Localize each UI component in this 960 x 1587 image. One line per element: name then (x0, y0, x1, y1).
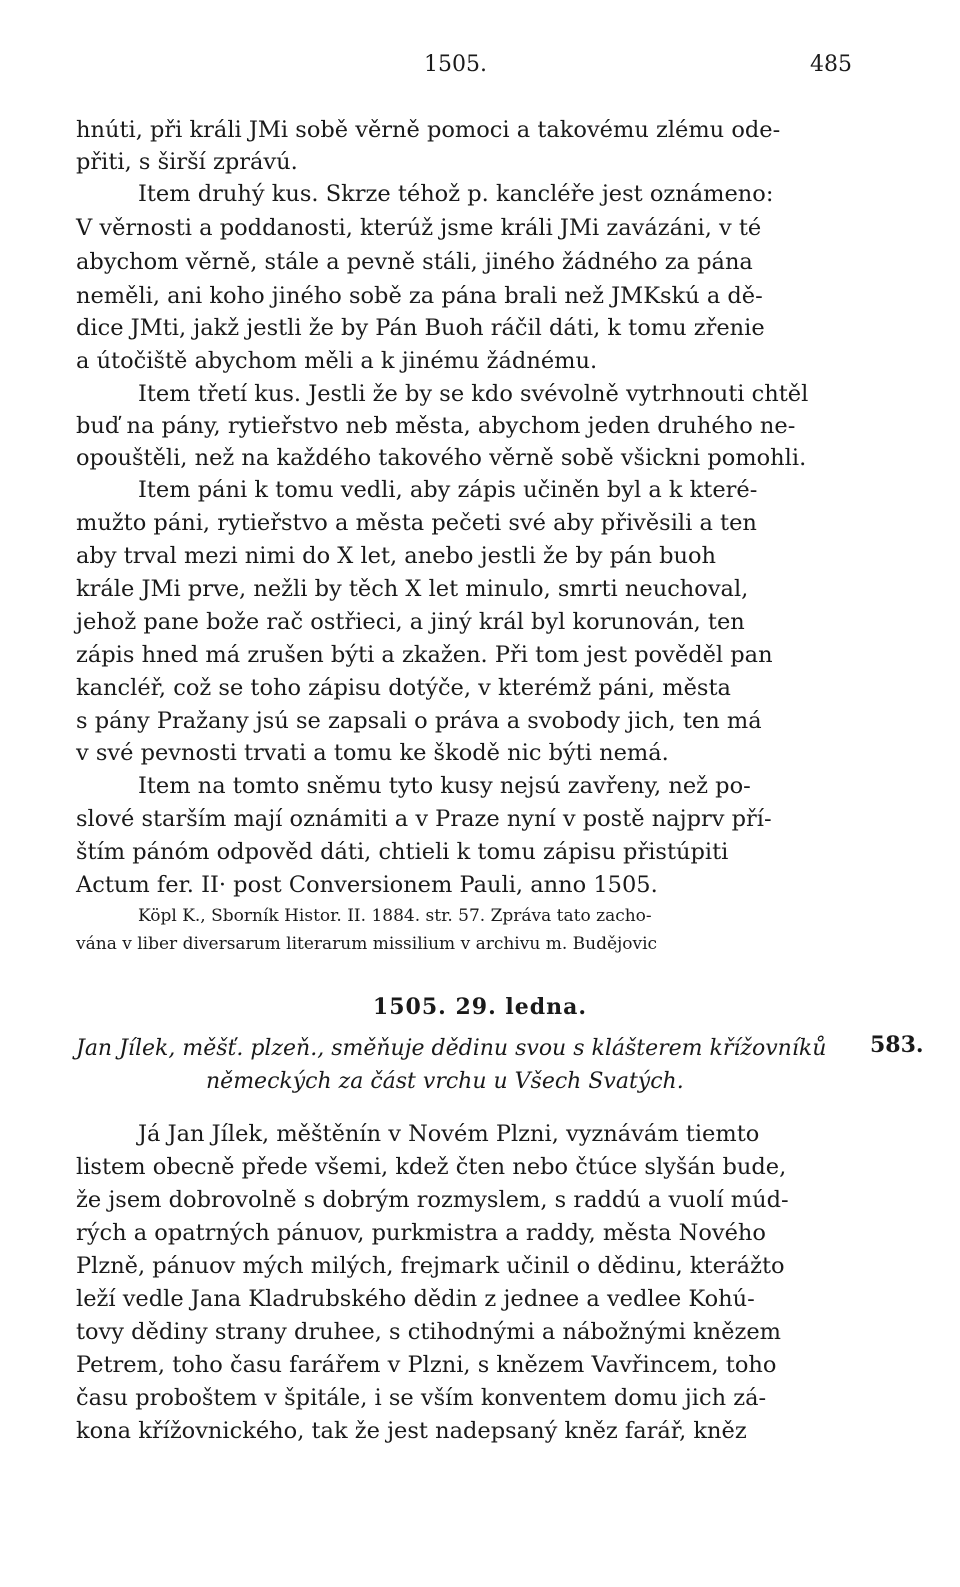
text-line: V věrnosti a poddanosti, kterúž jsme králi JMi zavázáni, v té (76, 215, 762, 241)
text-line: krále JMi prve, nežli by těch X let minulo, smrti neuchoval, (76, 576, 749, 602)
source-note-line: vána v liber diversarum literarum missilium v archivu m. Budějovic (76, 934, 658, 954)
text-line: a útočiště abychom měli a k jinému žádnému. (76, 348, 598, 374)
document-date-heading: 1505. 29. ledna. (372, 994, 588, 1020)
text-line: kancléř, což se toho zápisu dotýče, v kterémž páni, města (76, 675, 731, 701)
text-line: přiti, s širší zprávú. (76, 149, 298, 175)
text-line: Item na tomto sněmu tyto kusy nejsú zavřeny, než po- (138, 773, 751, 799)
page-number: 485 (810, 52, 852, 77)
text-line: zápis hned má zrušen býti a zkažen. Při tom jest pověděl pan (76, 642, 773, 668)
text-line: dice JMti, jakž jestli že by Pán Buoh ráčil dáti, k tomu zřenie (76, 315, 765, 341)
document-text-line: Já Jan Jílek, měštěnín v Novém Plzni, vyznávám tiemto (138, 1121, 760, 1147)
text-line: Actum fer. II· post Conversionem Pauli, anno 1505. (76, 872, 658, 898)
document-text-line: Plzně, pánuov mých milých, frejmark učinil o dědinu, kterážto (76, 1253, 785, 1279)
text-line: aby trval mezi nimi do X let, anebo jestli že by pán buoh (76, 543, 717, 569)
text-line: Item páni k tomu vedli, aby zápis učiněn byl a k které- (138, 477, 758, 503)
document-text-line: leží vedle Jana Kladrubského dědin z jednee a vedlee Kohú- (76, 1286, 755, 1312)
document-number: 583. (870, 1032, 924, 1058)
document-text-line: rých a opatrných pánuov, purkmistra a raddy, města Nového (76, 1220, 766, 1246)
text-line: jehož pane bože rač ostřieci, a jiný král byl korunován, ten (76, 609, 745, 635)
text-line: Item třetí kus. Jestli že by se kdo svévolně vytrhnouti chtěl (138, 381, 809, 407)
document-text-line: že jsem dobrovolně s dobrým rozmyslem, s raddú a vuolí múd- (76, 1187, 789, 1213)
document-text-line: Petrem, toho času farářem v Plzni, s knězem Vavřincem, toho (76, 1352, 777, 1378)
text-line: Item druhý kus. Skrze téhož p. kancléře jest oznámeno: (138, 181, 774, 207)
text-line: abychom věrně, stále a pevně stáli, jiného žádného za pána (76, 249, 753, 275)
text-line: v své pevnosti trvati a tomu ke škodě nic býti nemá. (76, 740, 669, 766)
regest-line: německých za část vrchu u Všech Svatých. (206, 1069, 684, 1094)
text-line: buď na pány, rytieřstvo neb města, abychom jeden druhého ne- (76, 413, 796, 439)
document-text-line: kona křížovnického, tak že jest nadepsaný kněz farář, kněz (76, 1418, 747, 1444)
document-text-line: listem obecně přede všemi, kdež čten nebo čtúce slyšán bude, (76, 1154, 787, 1180)
text-line: štím pánóm odpověd dáti, chtieli k tomu zápisu přistúpiti (76, 839, 729, 865)
text-line: hnúti, při králi JMi sobě věrně pomoci a takovému zlému ode- (76, 117, 781, 143)
document-text-line: času proboštem v špitále, i se vším konventem domu jich zá- (76, 1385, 767, 1411)
text-line: slové starším mají oznámiti a v Praze nyní v postě najprv pří- (76, 806, 772, 832)
text-line: s pány Pražany jsú se zapsali o práva a svobody jich, ten má (76, 708, 762, 734)
source-note-line: Köpl K., Sborník Histor. II. 1884. str. 57. Zpráva tato zacho- (138, 906, 652, 926)
text-line: mužto páni, rytieřstvo a města pečeti své aby přivěsili a ten (76, 510, 757, 536)
running-year: 1505. (424, 52, 487, 77)
text-line: opouštěli, než na každého takového věrně sobě všickni pomohli. (76, 445, 807, 471)
regest-line: Jan Jílek, měšť. plzeň., směňuje dědinu svou s klášterem křížovníků (76, 1036, 827, 1061)
text-line: neměli, ani koho jiného sobě za pána brali než JMKskú a dě- (76, 283, 763, 309)
page-header (0, 52, 960, 88)
document-text-line: tovy dědiny strany druhee, s ctihodnými a nábožnými knězem (76, 1319, 781, 1345)
